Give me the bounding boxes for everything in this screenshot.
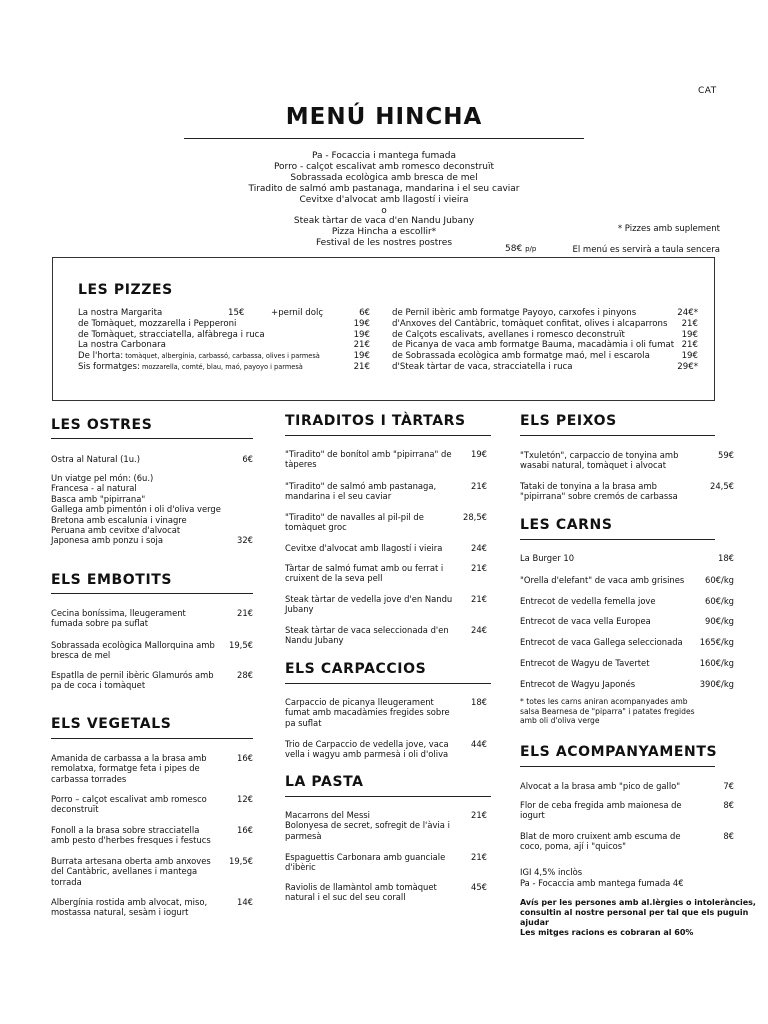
item-price: 28€ <box>237 670 253 680</box>
item-price: 21€ <box>471 594 487 604</box>
section-divider <box>51 593 253 594</box>
item-price: 59€ <box>718 450 734 460</box>
item-price: 24€ <box>471 625 487 635</box>
item-name: Trio de Carpaccio de vedella jove, vaca vella i wagyu amb parmesà i oli d'oliva <box>285 739 449 760</box>
pizza-price: 15€ <box>228 308 245 318</box>
pizza-item <box>392 362 698 373</box>
title-divider <box>184 138 584 139</box>
section-divider <box>285 435 491 436</box>
item-name: Steak tàrtar de vedella jove d'en Nandu Jubany <box>285 594 453 615</box>
item-name: Amanida de carbassa a la brasa amb remolatxa, formatge feta i pipes de carbassa torrades <box>51 753 207 784</box>
item-price: 60€/kg <box>705 575 734 585</box>
item-price: 8€ <box>723 800 734 810</box>
section-divider <box>520 766 715 767</box>
item-name: Alvocat a la brasa amb "pico de gallo" <box>520 781 681 791</box>
menu-item <box>285 810 487 841</box>
pizza-item <box>78 330 370 341</box>
item-price: 24,5€ <box>710 481 734 491</box>
item-name: Sobrassada ecològica Mallorquina amb bresca de mel <box>51 640 215 661</box>
item-price: 390€/kg <box>699 679 734 689</box>
item-price: 21€ <box>471 810 487 820</box>
item-price: 32€ <box>237 535 253 545</box>
item-name: Fonoll a la brasa sobre stracciatella amb pesto d'herbes fresques i festucs <box>51 825 211 846</box>
item-name: Ostra al Natural (1u.) <box>51 454 140 464</box>
oyster-variety: Bretona amb escalunia i vinagre <box>51 514 187 525</box>
menu-item <box>51 454 253 464</box>
item-name: "Tiradito" de salmó amb pastanaga, mandarina i el seu caviar <box>285 481 437 502</box>
menu-item <box>51 640 253 661</box>
pizza-extra-price: 6€ <box>359 308 370 318</box>
menu-item <box>285 481 487 502</box>
language-label[interactable]: CAT <box>698 86 717 96</box>
item-name: "Tiradito" de navalles al pil-pil de tomàquet groc <box>285 512 424 533</box>
menu-item-viatge <box>51 473 253 546</box>
item-name: "Tiradito" de bonítol amb "pipirrana" de tàperes <box>285 449 452 470</box>
item-price: 12€ <box>237 794 253 804</box>
allergy-text: Avís per les persones amb al.lèrgies o intoleràncies, consultin al nostre personal per tal que els puguin ajudar <box>520 898 756 927</box>
pizza-price: 29€* <box>677 361 698 372</box>
menu-item <box>51 897 253 918</box>
item-name: Carpaccio de picanya lleugerament fumat amb macadàmies fregides sobre pa suflat <box>285 697 450 728</box>
item-price: 16€ <box>237 825 253 835</box>
pizza-item <box>78 340 370 351</box>
item-price: 19€ <box>471 449 487 459</box>
section-title-tiraditos: TIRADITOS I TÀRTARS <box>285 413 466 429</box>
item-price: 45€ <box>471 882 487 892</box>
pizza-price: 19€ <box>353 351 370 362</box>
menu-item <box>51 825 253 846</box>
section-divider <box>285 796 491 797</box>
pizza-name: de Pernil ibèric amb formatge Payoyo, carxofes i pinyons <box>392 308 637 318</box>
item-name: Macarrons del Messi Bolonyesa de secret, sofregit de l'àvia i parmesà <box>285 810 450 841</box>
hincha-menu-item: Pa - Focaccia i mantega fumada <box>312 151 456 161</box>
carns-note: * totes les carns aniran acompanyades amb salsa Bearnesa de "piparra" i patates fregides amb oli d'oliva verge <box>520 697 695 726</box>
item-name: Steak tàrtar de vaca seleccionada d'en Nandu Jubany <box>285 625 449 646</box>
pizza-name: de Sobrassada ecològica amb formatge maó, mel i escarola <box>392 351 650 362</box>
item-name: Entrecot de Wagyu de Tavertet <box>520 658 650 668</box>
whole-table-note: El menú es servirà a taula sencera <box>572 245 720 255</box>
section-title-carns: LES CARNS <box>520 517 613 533</box>
item-name <box>51 473 241 546</box>
item-name: Espaguettis Carbonara amb guanciale d'ibèric <box>285 852 446 873</box>
pizza-price: 19€ <box>681 351 698 362</box>
oyster-variety: Japonesa amb ponzu i soja <box>51 535 163 546</box>
item-price: 21€ <box>471 852 487 862</box>
item-name: Porro – calçot escalivat amb romesco deconstruït <box>51 794 207 815</box>
pizza-name: La nostra Carbonara <box>78 340 166 351</box>
item-price: 18€ <box>718 553 734 563</box>
tax-note: IGI 4,5% inclòs <box>520 867 583 877</box>
supplement-note: * Pizzes amb suplement <box>617 224 720 234</box>
item-name: Albergínia rostida amb alvocat, miso, mostassa natural, sesàm i iogurt <box>51 897 208 918</box>
oyster-variety: Basca amb "pipirrana" <box>51 493 146 504</box>
pizza-name: de Calçots escalivats, avellanes i romesco deconstruït <box>392 329 625 340</box>
menu-item <box>285 697 487 728</box>
item-price: 24€ <box>471 543 487 553</box>
menu-item <box>285 594 487 615</box>
menu-item <box>520 596 734 606</box>
pizza-name: d'Steak tàrtar de vaca, stracciatella i ruca <box>392 361 573 372</box>
section-divider <box>51 438 253 439</box>
menu-item <box>520 658 734 668</box>
item-price: 21€ <box>471 563 487 573</box>
pizza-price: 24€* <box>677 308 698 318</box>
hincha-menu-list <box>184 151 584 249</box>
pizza-name: de Tomàquet, mozzarella i Pepperoni <box>78 318 237 329</box>
menu-item <box>285 543 487 553</box>
pizza-name: d'Anxoves del Cantàbric, tomàquet confitat, olives i alcaparrons <box>392 318 668 329</box>
menu-item <box>520 575 734 585</box>
item-name: Cecina boníssima, lleugerament fumada sobre pa suflat <box>51 608 186 629</box>
pizza-item <box>78 362 370 373</box>
item-price: 21€ <box>237 608 253 618</box>
item-name: Entrecot de Wagyu Japonés <box>520 679 636 689</box>
pizza-price: 21€ <box>353 340 370 351</box>
menu-item <box>51 753 253 784</box>
pizza-item <box>392 330 698 341</box>
section-divider <box>520 435 715 436</box>
section-title-vegetals: ELS VEGETALS <box>51 716 172 732</box>
oyster-variety: Gallega amb pimentón i oli d'oliva verge <box>51 504 221 515</box>
menu-item <box>51 856 253 887</box>
section-title-pasta: LA PASTA <box>285 774 364 790</box>
pizza-item <box>78 351 370 362</box>
menu-item <box>520 553 734 563</box>
item-price: 16€ <box>237 753 253 763</box>
menu-item <box>520 481 734 502</box>
item-price: 19,5€ <box>229 856 253 866</box>
item-name: Cevitxe d'alvocat amb llagostí i vieira <box>285 543 443 553</box>
menu-item <box>285 512 487 533</box>
menu-item <box>520 450 734 471</box>
item-name: La Burger 10 <box>520 553 575 563</box>
item-name: Tàrtar de salmó fumat amb ou ferrat i cruixent de la seva pell <box>285 563 444 584</box>
page-title: MENÚ HINCHA <box>285 104 483 130</box>
item-name: Entrecot de vedella femella jove <box>520 596 656 606</box>
hincha-menu-item: Festival de les nostres postres <box>315 238 453 249</box>
menu-item <box>285 739 487 760</box>
item-price: 60€/kg <box>705 596 734 606</box>
section-title-embotits: ELS EMBOTITS <box>51 572 173 588</box>
section-title-ostres: LES OSTRES <box>51 417 153 433</box>
section-title-peixos: ELS PEIXOS <box>520 413 617 429</box>
pizza-item <box>392 319 698 330</box>
pizza-item <box>78 319 370 330</box>
item-name: Tataki de tonyina a la brasa amb "pipirrana" sobre cremós de carbassa <box>520 481 678 502</box>
menu-item <box>51 608 253 629</box>
section-title-carpaccios: ELS CARPACCIOS <box>285 661 427 677</box>
pizza-item <box>392 351 698 362</box>
menu-item <box>285 625 487 646</box>
pizza-name: De l'horta: <box>78 351 124 362</box>
section-divider <box>51 738 253 739</box>
half-portion-note: Les mitges racions es cobraran al 60% <box>520 928 694 937</box>
menu-item <box>285 852 487 873</box>
item-price: 160€/kg <box>699 658 734 668</box>
menu-item <box>285 563 487 584</box>
pizza-detail: tomàquet, albergínia, carbassó, carbassa, olives i parmesà <box>123 352 320 361</box>
item-price: 28,5€ <box>463 512 487 522</box>
item-price: 8€ <box>723 831 734 841</box>
item-price: 90€/kg <box>705 616 734 626</box>
footer-info <box>520 867 740 889</box>
item-price: 19,5€ <box>229 640 253 650</box>
menu-item <box>520 781 734 791</box>
menu-item <box>285 882 487 903</box>
hincha-menu-price: 58€ p/p <box>505 244 537 254</box>
oyster-variety: Peruana amb cevitxe d'alvocat <box>51 525 181 536</box>
pizza-price: 19€ <box>353 318 370 329</box>
section-divider <box>285 683 491 684</box>
item-price: 7€ <box>723 781 734 791</box>
menu-item <box>51 794 253 815</box>
hincha-menu-item: Porro - calçot escalivat amb romesco deconstruït <box>273 161 495 172</box>
bread-note: Pa - Focaccia amb mantega fumada 4€ <box>520 878 684 888</box>
section-title-pizzes: LES PIZZES <box>78 282 173 298</box>
item-price: 165€/kg <box>699 637 734 647</box>
pizza-name: La nostra Margarita <box>78 308 163 318</box>
pizza-price: 19€ <box>681 329 698 340</box>
hincha-menu-item: o <box>381 205 387 216</box>
section-divider <box>520 539 715 540</box>
menu-item <box>520 616 734 626</box>
hincha-menu-item: Tiradito de salmó amb pastanaga, mandarina i el seu caviar <box>248 183 520 194</box>
pizza-price: 21€ <box>681 340 698 351</box>
pizza-price: 19€ <box>353 329 370 340</box>
menu-item <box>520 679 734 689</box>
pizza-price: 21€ <box>353 361 370 372</box>
menu-item <box>520 637 734 647</box>
item-name: "Orella d'elefant" de vaca amb grisines <box>520 575 685 585</box>
menu-item <box>285 449 487 470</box>
pizza-name: de Tomàquet, stracciatella, alfàbrega i ruca <box>78 329 265 340</box>
menu-item <box>520 800 734 821</box>
pizza-item <box>392 340 698 351</box>
item-price: 21€ <box>471 481 487 491</box>
item-price: 14€ <box>237 897 253 907</box>
item-price: 18€ <box>471 697 487 707</box>
oyster-variety: Un viatge pel món: (6u.) <box>51 473 154 483</box>
item-name: Blat de moro cruixent amb escuma de coco, poma, ají i "quicos" <box>520 831 681 852</box>
item-price: 6€ <box>242 454 253 464</box>
pizza-price: 21€ <box>681 318 698 329</box>
pizza-list-left <box>78 308 370 373</box>
pizza-item <box>392 308 698 319</box>
menu-item <box>51 670 253 691</box>
pizza-name: Sis formatges: <box>78 361 140 372</box>
item-price: 44€ <box>471 739 487 749</box>
item-name: "Txuletón", carpaccio de tonyina amb wasabi natural, tomàquet i alvocat <box>520 450 679 471</box>
item-name: Flor de ceba fregida amb maionesa de iogurt <box>520 800 682 821</box>
hincha-menu-item: Cevitxe d'alvocat amb llagostí i vieira <box>299 194 469 205</box>
item-name: Raviolis de llamàntol amb tomàquet natural i el suc del seu corall <box>285 882 437 903</box>
pizza-name: de Picanya de vaca amb formatge Bauma, macadàmia i oli fumat <box>392 340 675 351</box>
pizza-list-right <box>392 308 698 373</box>
pizza-detail: mozzarella, comté, blau, maó, payoyo i parmesà <box>139 362 303 371</box>
item-name: Espatlla de pernil ibèric Glamurós amb pa de coca i tomàquet <box>51 670 214 691</box>
item-name: Burrata artesana oberta amb anxoves del Cantàbric, avellanes i mantega torrada <box>51 856 211 887</box>
pizza-extra: +pernil dolç <box>271 308 324 318</box>
menu-item <box>520 831 734 852</box>
hincha-menu-item: Pizza Hincha a escollir* <box>331 227 437 238</box>
hincha-menu-item: Steak tàrtar de vaca d'en Nandu Jubany <box>293 216 475 227</box>
item-name: Entrecot de vaca vella Europea <box>520 616 651 626</box>
allergy-note <box>520 898 756 938</box>
section-title-acompanyaments: ELS ACOMPANYAMENTS <box>520 744 718 760</box>
oyster-variety: Francesa - al natural <box>51 483 137 494</box>
pizza-item <box>78 308 370 319</box>
hincha-menu-item: Sobrassada ecològica amb bresca de mel <box>290 172 478 183</box>
item-name: Entrecot de vaca Gallega seleccionada <box>520 637 683 647</box>
